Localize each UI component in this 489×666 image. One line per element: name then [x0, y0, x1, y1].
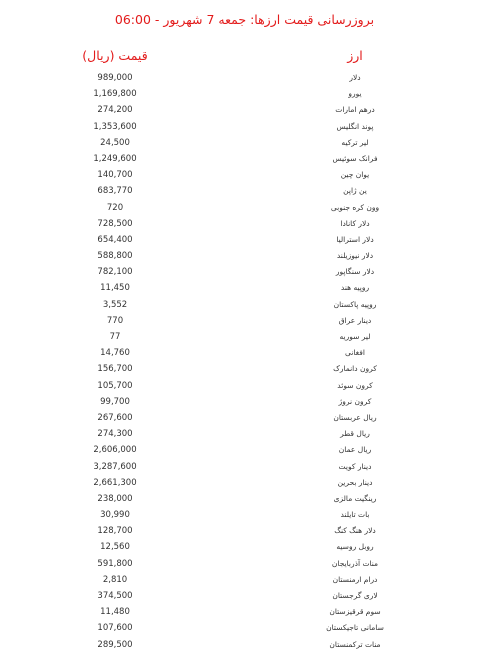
price-cell: 3,552: [102, 299, 128, 310]
currency-name-cell: درام ارمنستان: [332, 574, 378, 584]
table-row: [0, 313, 489, 329]
table-row: [0, 297, 489, 313]
price-cell: 107,600: [97, 623, 133, 634]
table-row: [0, 572, 489, 588]
price-cell: 267,600: [97, 412, 133, 423]
price-cell: 274,200: [97, 105, 133, 116]
table-row: [0, 183, 489, 199]
price-cell: 782,100: [97, 267, 133, 278]
currency-name-cell: سوم قرقیزستان: [329, 607, 381, 617]
table-row: [0, 475, 489, 491]
table-row: [0, 523, 489, 539]
currency-name-cell: یورو: [348, 89, 362, 99]
table-row: [0, 410, 489, 426]
currency-name-cell: کرون نروژ: [338, 396, 372, 406]
table-row: [0, 426, 489, 442]
price-cell: 11,450: [100, 283, 130, 294]
table-header: [0, 44, 489, 70]
table-row: [0, 394, 489, 410]
currency-name-cell: دلار استرالیا: [336, 234, 374, 244]
table-row: [0, 620, 489, 636]
table-row: [0, 588, 489, 604]
currency-name-cell: فرانک سوئیس: [332, 153, 378, 163]
currency-table: [0, 44, 489, 650]
table-row: [0, 604, 489, 620]
table-row: [0, 378, 489, 394]
currency-name-cell: پوند انگلیس: [336, 121, 374, 131]
price-cell: 588,800: [97, 251, 133, 262]
table-row: [0, 329, 489, 345]
table-row: [0, 232, 489, 248]
price-cell: 30,990: [100, 510, 130, 521]
currency-name-cell: دینار عراق: [338, 315, 372, 325]
currency-name-cell: ریال قطر: [340, 429, 370, 439]
currency-name-cell: ین ژاپن: [343, 186, 367, 196]
currency-name-cell: ریال عمان: [338, 445, 372, 455]
table-row: [0, 491, 489, 507]
table-row: [0, 70, 489, 86]
currency-name-cell: ریال عربستان: [333, 412, 377, 422]
currency-name-cell: دینار بحرین: [337, 477, 373, 487]
price-cell: 77: [109, 332, 121, 342]
price-cell: 1,169,800: [93, 89, 137, 100]
table-row: [0, 135, 489, 151]
table-row: [0, 442, 489, 458]
table-row: [0, 539, 489, 555]
currency-name-cell: سامانی تاجیکستان: [326, 623, 384, 633]
price-cell: 238,000: [97, 493, 133, 504]
price-cell: 2,606,000: [93, 445, 137, 456]
price-cell: 12,560: [100, 542, 130, 553]
table-row: [0, 119, 489, 135]
currency-name-cell: دلار نیوزیلند: [336, 251, 374, 261]
price-cell: 720: [106, 202, 124, 213]
currency-name-cell: یوان چین: [340, 170, 370, 180]
table-row: [0, 361, 489, 377]
table-row: [0, 86, 489, 102]
price-cell: 105,700: [97, 380, 133, 391]
table-row: [0, 102, 489, 118]
currency-name-cell: لیر سوریه: [339, 332, 371, 341]
currency-name-cell: دلار کانادا: [340, 218, 370, 228]
currency-name-cell: منات ترکمنستان: [329, 639, 381, 649]
currency-column-header: ارز: [347, 48, 363, 63]
currency-name-cell: کرون دانمارک: [333, 364, 377, 374]
currency-name-cell: افغانی: [345, 348, 365, 358]
table-row: [0, 507, 489, 523]
price-cell: 274,300: [97, 429, 133, 440]
table-row: [0, 200, 489, 216]
currency-name-cell: دینار کویت: [338, 461, 372, 471]
price-cell: 1,353,600: [93, 121, 137, 132]
price-cell: 1,249,600: [93, 153, 137, 164]
price-cell: 289,500: [97, 639, 133, 650]
price-cell: 374,500: [97, 591, 133, 601]
table-body: [0, 70, 489, 653]
table-row: [0, 459, 489, 475]
price-cell: 2,810: [102, 574, 128, 585]
table-row: [0, 167, 489, 183]
price-cell: 14,760: [100, 348, 130, 359]
price-cell: 591,800: [97, 558, 133, 569]
price-cell: 128,700: [97, 526, 133, 537]
currency-name-cell: درهم امارات: [335, 105, 375, 115]
currency-name-cell: منات آذربایجان: [331, 558, 379, 568]
table-row: [0, 280, 489, 296]
price-cell: 728,500: [97, 218, 133, 229]
price-cell: 654,400: [97, 234, 133, 245]
price-cell: 140,700: [97, 170, 133, 181]
table-row: [0, 556, 489, 572]
currency-name-cell: روپیه هند: [340, 283, 370, 293]
price-cell: 99,700: [100, 396, 130, 407]
currency-name-cell: دلار هنگ کنگ: [334, 526, 376, 536]
table-row: [0, 345, 489, 361]
currency-name-cell: روبل روسیه: [336, 542, 374, 552]
table-row: [0, 151, 489, 167]
currency-name-cell: رینگیت مالزی: [333, 493, 377, 503]
price-cell: 24,500: [100, 137, 130, 148]
table-row: [0, 216, 489, 232]
currency-name-cell: لیر ترکیه: [341, 137, 369, 147]
currency-name-cell: دلار سنگاپور: [335, 267, 375, 277]
table-row: [0, 264, 489, 280]
price-cell: 3,287,600: [93, 461, 137, 472]
price-cell: 989,000: [97, 73, 133, 83]
page-title: بروزرسانی قیمت ارزها: جمعه 7 شهریور - 06:00: [114, 12, 375, 27]
price-cell: 156,700: [97, 364, 133, 375]
currency-name-cell: دلار: [349, 73, 361, 82]
currency-name-cell: وون کره جنوبی: [330, 202, 380, 212]
currency-name-cell: روپیه پاکستان: [333, 299, 377, 309]
price-cell: 770: [106, 315, 124, 326]
price-cell: 11,480: [100, 607, 130, 618]
price-cell: 683,770: [97, 186, 133, 197]
price-cell: 2,661,300: [93, 477, 137, 488]
currency-name-cell: بات تایلند: [340, 510, 370, 520]
table-row: [0, 637, 489, 653]
table-row: [0, 248, 489, 264]
currency-name-cell: کرون سوئد: [337, 380, 373, 390]
currency-name-cell: لاری گرجستان: [332, 591, 378, 600]
price-column-header: قیمت (ریال): [82, 48, 148, 63]
